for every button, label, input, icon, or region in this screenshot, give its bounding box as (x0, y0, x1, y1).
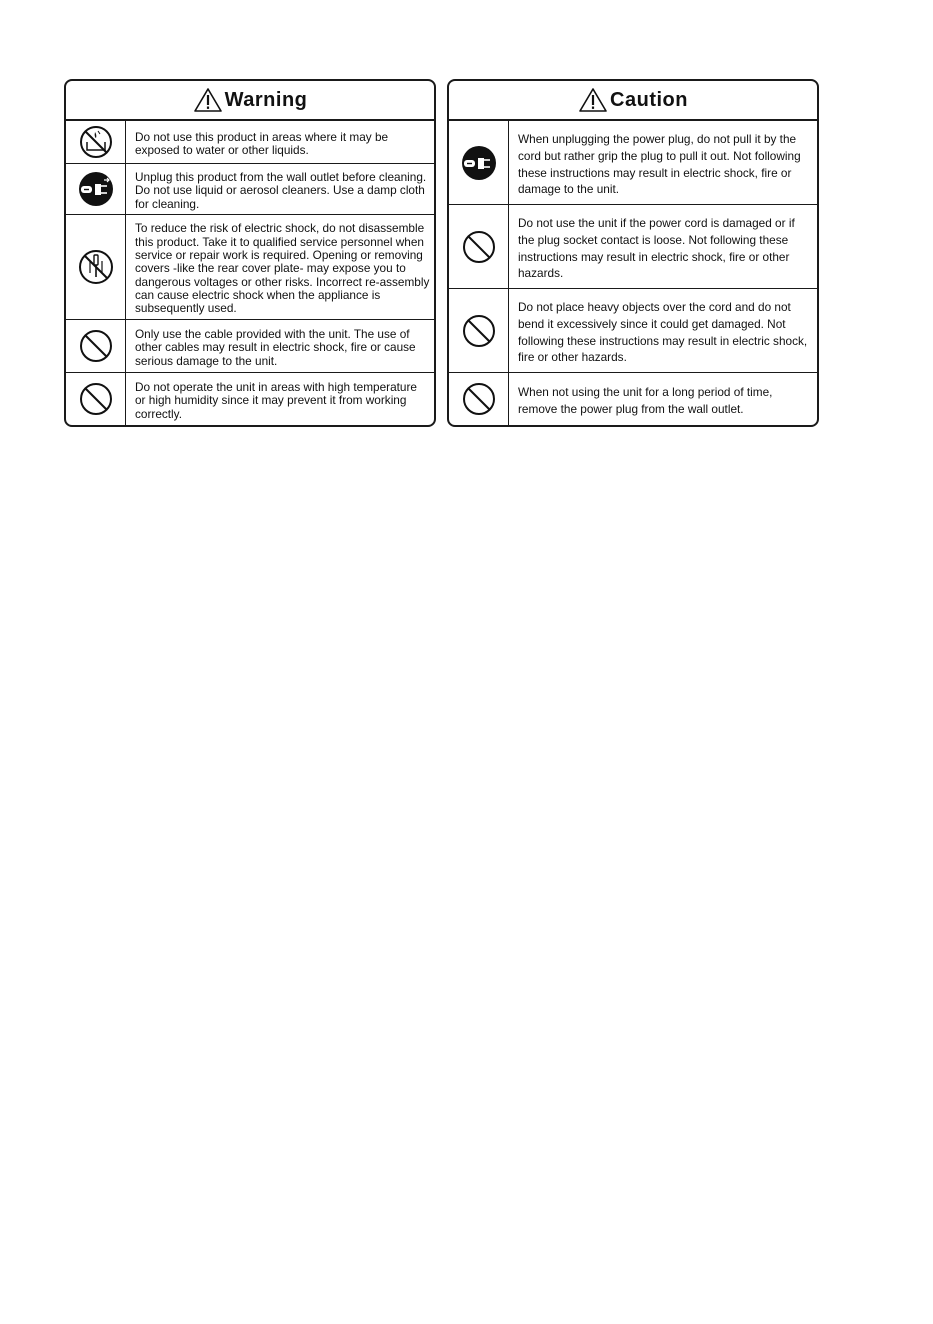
warning-item-text: Only use the cable provided with the unit. The use of other cables may result in electric shock, fire or cause serious damage to the unit. (135, 327, 416, 368)
caution-title: Caution (610, 88, 688, 111)
caution-row (449, 373, 817, 425)
caution-row (449, 289, 817, 373)
warning-row (66, 121, 434, 164)
caution-item-text: When not using the unit for a long period of time, remove the power plug from the wall outlet. (518, 385, 773, 416)
warning-item-text: Do not use this product in areas where it may be exposed to water or other liquids. (135, 129, 389, 157)
warning-item-text: To reduce the risk of electric shock, do not disassemble this product. Take it to qualified service personnel when service or repair work is required. Opening or removing covers -like the rear cover plate- may expose you to dangerous voltages or other risks. Incorrect re-assembly can cause electric shock when the appliance is subsequently used. (135, 221, 430, 316)
warning-panel (64, 79, 436, 427)
prohibited-icon (79, 382, 113, 416)
warning-header (66, 81, 434, 121)
warning-row (66, 373, 434, 425)
unplug-icon (461, 145, 497, 181)
warning-item-text: Do not operate the unit in areas with high temperature or high humidity since it may prevent it from working correctly. (135, 380, 417, 421)
prohibited-icon (462, 314, 496, 348)
caution-row (449, 205, 817, 289)
caution-triangle-icon (578, 87, 608, 113)
warning-item-text: Unplug this product from the wall outlet before cleaning. Do not use liquid or aerosol cleaners. Use a damp cloth for cleaning. (135, 170, 427, 211)
warning-row (66, 215, 434, 320)
caution-item-text: Do not use the unit if the power cord is damaged or if the plug socket contact is loose. Not following these instructions may result in electric shock, fire or other hazards. (518, 215, 795, 281)
warning-title: Warning (224, 88, 308, 111)
caution-panel (447, 79, 819, 427)
caution-row (449, 121, 817, 205)
warning-row (66, 164, 434, 215)
warning-triangle-icon (193, 87, 223, 113)
caution-item-text: Do not place heavy objects over the cord and do not bend it excessively since it could get damaged. Not following these instructions may result in electric shock, fire or other hazards. (518, 299, 808, 365)
prohibited-icon (462, 382, 496, 416)
caution-header (449, 81, 817, 121)
no-disassemble-icon (78, 249, 114, 285)
caution-item-text: When unplugging the power plug, do not pull it by the cord but rather grip the plug to pull it out. Not following these instructions may result in electric shock, fire or damage to the unit. (518, 131, 801, 197)
warning-row (66, 320, 434, 373)
unplug-icon (78, 171, 114, 207)
prohibited-icon (79, 329, 113, 363)
prohibited-icon (462, 230, 496, 264)
no-water-icon (79, 125, 113, 159)
